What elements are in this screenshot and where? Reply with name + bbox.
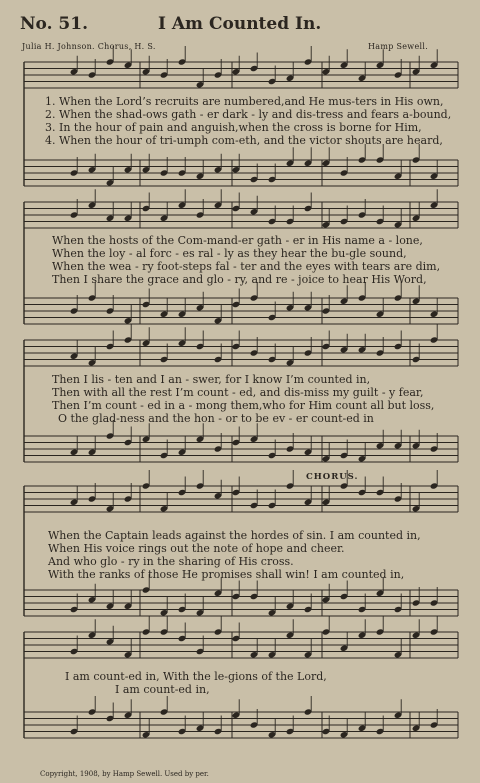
hymn-number: No. 51.: [20, 14, 88, 34]
hymn-title: I Am Counted In.: [158, 14, 322, 34]
lyric-line: 2. When the shad-ows gath - er dark - ly and dis-tress and fears a-bound,: [45, 108, 452, 121]
lyric-line: And who glo - ry in the sharing of His cross.: [48, 555, 294, 568]
composer-credit: Hamp Sewell.: [368, 42, 429, 51]
lyric-line: Then I lis - ten and I an - swer, for I know I’m counted in,: [52, 373, 371, 386]
lyric-line: Then with all the rest I’m count - ed, and dis-miss my guilt - y fear,: [52, 386, 424, 399]
lyricist-credit: Julia H. Johnson. Chorus, H. S.: [22, 42, 156, 51]
lyric-line: O the glad-ness and the hon - or to be ev - er count-ed in: [58, 412, 374, 425]
lyric-line: I am count-ed in,: [115, 683, 210, 696]
lyric-line: 1. When the Lord’s recruits are numbered,and He mus-ters in His own,: [45, 95, 444, 108]
lyric-line: With the ranks of those He promises shall win! I am counted in,: [48, 568, 405, 581]
lyric-line: I am count-ed in, With the le-gions of the Lord,: [65, 670, 327, 683]
lyric-line: When the wea - ry foot-steps fal - ter and the eyes with tears are dim,: [52, 260, 441, 273]
lyric-line: When His voice rings out the note of hope and cheer.: [48, 542, 345, 555]
lyric-line: 4. When the hour of tri-umph com-eth, and the victor shouts are heard,: [45, 134, 443, 147]
lyric-line: Then I share the grace and glo - ry, and re - joice to hear His Word,: [52, 273, 427, 286]
lyric-line: 3. In the hour of pain and anguish,when the cross is borne for Him,: [45, 121, 422, 134]
lyric-line: When the hosts of the Com-mand-er gath - er in His name a - lone,: [52, 234, 423, 247]
copyright-notice: Copyright, 1908, by Hamp Sewell. Used by per.: [40, 770, 209, 778]
lyric-line: When the Captain leads against the hordes of sin. I am counted in,: [48, 529, 421, 542]
chorus-label: CHORUS.: [306, 472, 359, 482]
lyric-line: When the loy - al forc - es ral - ly as they hear the bu-gle sound,: [52, 247, 407, 260]
lyric-line: Then I’m count - ed in a - mong them,who for Him count all but loss,: [52, 399, 435, 412]
